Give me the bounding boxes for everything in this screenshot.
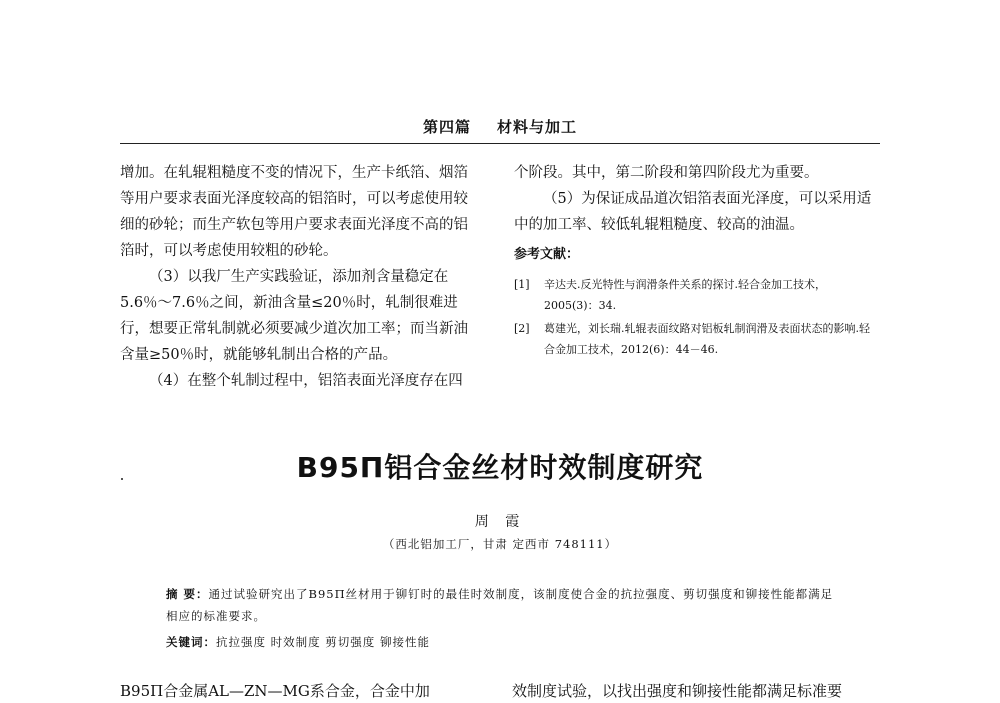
article-title: B95П铝合金丝材时效制度研究 (296, 451, 704, 484)
keywords-text: 抗拉强度 时效制度 剪切强度 铆接性能 (216, 635, 430, 649)
reference-number: [1] (514, 278, 530, 291)
right-paragraph-1: 个阶段。其中，第二阶段和第四阶段尤为重要。 (514, 165, 819, 181)
reference-text: 辛达夫.反光特性与润滑条件关系的探讨.轻合金加工技术，2005(3)：34. (544, 278, 826, 312)
keywords-line (166, 631, 836, 653)
header-topic: 材料与加工 (497, 118, 578, 136)
right-column (514, 160, 880, 362)
header-rule (120, 143, 880, 144)
article-author: 周 霞 (474, 514, 526, 530)
left-paragraph-1: 增加。在轧辊粗糙度不变的情况下，生产卡纸箔、烟箔等用户要求表面光泽度较高的铝箔时，可以考虑使用较细的砂轮；而生产软包等用户要求表面光泽度不高的铝箔时，可以考虑使用较粗的砂轮。 (120, 165, 468, 259)
reference-item (514, 274, 880, 316)
header-section: 第四篇 (422, 118, 471, 136)
left-paragraph-3: （4）在整个轧制过程中，铝箔表面光泽度存在四 (149, 373, 463, 389)
article-affiliation: （西北铝加工厂，甘肃 定西市 748111） (382, 537, 618, 551)
running-header (120, 116, 880, 138)
right-paragraph-2: （5）为保证成品道次铝箔表面光泽度，可以采用适中的加工率、较低轧辊粗糙度、较高的油温。 (514, 191, 872, 233)
body-right-line: 效制度试验，以找出强度和铆接性能都满足标准要 (512, 682, 843, 700)
abstract-line (166, 583, 836, 627)
body-left-line: B95П合金属AL—ZN—MG系合金，合金中加 (120, 682, 430, 700)
reference-number: [2] (514, 322, 530, 335)
references-heading: 参考文献： (514, 247, 580, 262)
reference-text: 葛建光，刘长瑞.轧辊表面纹路对铝板轧制润滑及表面状态的影响.轻合金加工技术，2012(6)：44－46. (544, 322, 870, 356)
left-paragraph-2: （3）以我厂生产实践验证，添加剂含量稳定在5.6％～7.6％之间，新油含量≤20％时，轧制很难进行，想要正常轧制就必须要减少道次加工率；而当新油含量≥50％时，就能够轧制出合格的产品。 (120, 269, 468, 363)
abstract-label: 摘 要： (166, 587, 209, 601)
reference-item (514, 318, 880, 360)
abstract-block (166, 583, 836, 653)
keywords-label: 关键词： (166, 635, 216, 649)
abstract-text: 通过试验研究出了B95П丝材用于铆钉时的最佳时效制度，该制度使合金的抗拉强度、剪切强度和铆接性能都满足相应的标准要求。 (166, 587, 834, 623)
left-column (120, 160, 482, 394)
